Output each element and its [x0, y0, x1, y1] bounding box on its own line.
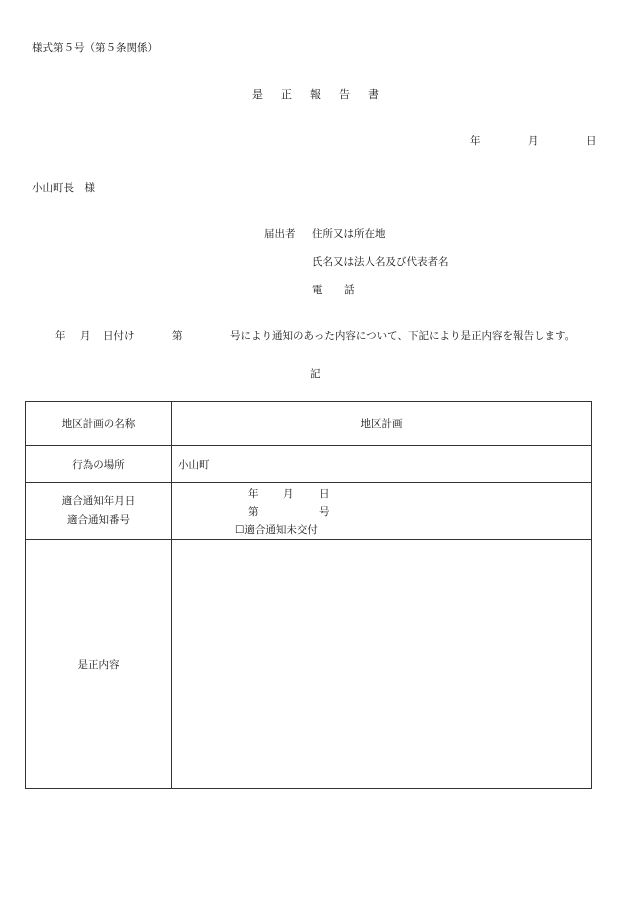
- tel-char: 電: [312, 284, 323, 296]
- conformity-year: 年: [248, 488, 259, 500]
- conformity-not-issued-checkbox[interactable]: ☐適合通知未交付: [235, 524, 318, 536]
- conformity-date-label: 適合通知年月日: [61, 495, 136, 507]
- action-location-label: 行為の場所: [26, 446, 172, 483]
- addressee: 小山町長 様: [32, 182, 95, 194]
- conformity-number-label: 適合通知番号: [67, 514, 130, 526]
- body-month: 月: [80, 330, 91, 342]
- district-plan-name-label: 地区計画の名称: [26, 402, 172, 446]
- report-table: [25, 401, 592, 789]
- title-char: 告: [339, 88, 350, 101]
- conformity-go: 号: [319, 506, 330, 518]
- body-dai: 第: [172, 330, 183, 342]
- conformity-notice-label: [26, 483, 172, 540]
- conformity-month: 月: [283, 488, 294, 500]
- date-month: 月: [528, 135, 539, 147]
- action-location-value: 小山町: [172, 446, 592, 483]
- form-id: 様式第５号（第５条関係）: [32, 42, 158, 54]
- conformity-day: 日: [319, 488, 330, 500]
- tel-char: 話: [344, 284, 355, 296]
- notifier-address-label: 住所又は所在地: [312, 228, 386, 240]
- table-row: [26, 402, 592, 446]
- table-row: [26, 540, 592, 789]
- body-rest: 号により通知のあった内容について、下記により是正内容を報告します。: [230, 330, 576, 342]
- notifier-label: 届出者: [264, 228, 296, 240]
- table-row: [26, 483, 592, 540]
- title-char: 書: [368, 88, 379, 101]
- title-char: 是: [252, 88, 263, 101]
- ki-heading: 記: [310, 368, 321, 380]
- body-year: 年: [55, 330, 66, 342]
- table-row: [26, 446, 592, 483]
- conformity-notice-value: [172, 483, 592, 540]
- notifier-name-label: 氏名又は法人名及び代表者名: [312, 256, 449, 268]
- conformity-dai: 第: [248, 506, 259, 518]
- correction-content-label: 是正内容: [26, 540, 172, 789]
- body-day-dated: 日付け: [103, 330, 135, 342]
- district-plan-name-value: 地区計画: [172, 402, 592, 446]
- date-year: 年: [470, 135, 481, 147]
- date-day: 日: [586, 135, 597, 147]
- title-char: 正: [281, 88, 292, 101]
- page-title: [252, 86, 379, 102]
- correction-content-value[interactable]: [172, 540, 592, 789]
- title-char: 報: [310, 88, 321, 101]
